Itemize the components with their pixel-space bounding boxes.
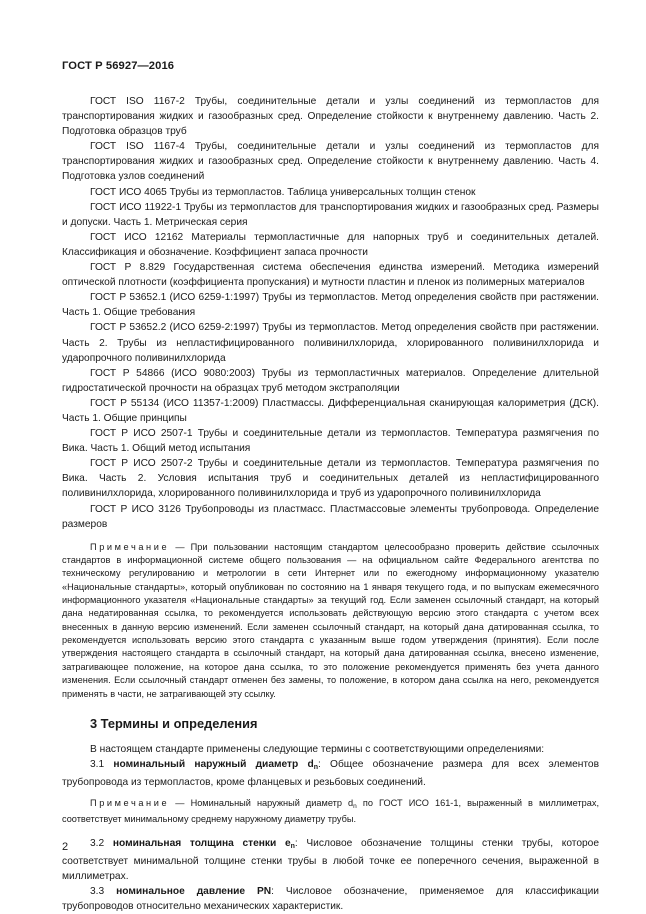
term-number: 3.2	[90, 837, 105, 849]
term-number: 3.1	[90, 758, 105, 770]
document-body	[62, 94, 599, 914]
document-header: ГОСТ Р 56927—2016	[62, 60, 175, 72]
reference-item: ГОСТ ISO 1167-4 Трубы, соединительные детали и узлы соединений из термопластов для транспортирования жидких и газообразных сред. Определение стойкости к внутреннему давлению. Часть 4. Подготовка узлов соединений	[62, 141, 599, 183]
reference-item: ГОСТ ИСО 4065 Трубы из термопластов. Таблица универсальных толщин стенок	[90, 186, 476, 198]
section-intro: В настоящем стандарте применены следующие термины с соответствующими определениями:	[90, 743, 545, 755]
reference-item: ГОСТ Р 53652.2 (ИСО 6259-2:1997) Трубы из термопластов. Метод определения свойств при растяжении. Часть 2. Трубы из непластифицированного поливинилхлорида, хлорированного поливинилхлорида и ударопрочного поливинилхлорида	[62, 322, 599, 364]
reference-item: ГОСТ Р 53652.1 (ИСО 6259-1:1997) Трубы из термопластов. Метод определения свойств при растяжении. Часть 1. Общие требования	[62, 292, 599, 319]
term-subscript: n	[290, 842, 295, 850]
reference-item: ГОСТ Р 54866 (ИСО 9080:2003) Трубы из термопластичных материалов. Определение длительной гидростатической прочности на образцах труб методом экстраполяции	[62, 367, 599, 394]
term-text: : Общее обозначение размера для всех элементов трубопровода из термопластов, кроме фланцевых и резьбовых соединений.	[62, 758, 599, 789]
term-name: номинальная толщина стенки e	[112, 837, 291, 849]
reference-item: ГОСТ ИСО 12162 Материалы термопластичные для напорных труб и соединительных деталей. Классификация и обозначение. Коэффициент запаса прочности	[62, 231, 599, 258]
term-text: : Числовое обозначение толщины стенки трубы, которое соответствует минимальной толщине стенки трубы в любой точке ее поперечного сечения, выраженной в миллиметрах.	[62, 837, 599, 882]
term-note	[62, 797, 599, 827]
note-label: Примечание	[90, 541, 170, 552]
reference-item: ГОСТ Р ИСО 2507-2 Трубы и соединительные детали из термопластов. Температура размягчения по Вика. Часть 2. Условия испытания труб и соединительных деталей из непластифицированного поливинилхлорида, хлорированного поливинилхлорида и труб из ударопрочного поливинилхлорида	[62, 458, 599, 500]
note-dash: —	[169, 798, 191, 809]
reference-item: ГОСТ Р ИСО 2507-1 Трубы и соединительные детали из термопластов. Температура размягчения по Вика. Часть 1. Общий метод испытания	[62, 428, 599, 455]
term-text: : Числовое обозначение, применяемое для классификации трубопроводов относительно механических характеристик.	[62, 886, 599, 913]
reference-item: ГОСТ Р 55134 (ИСО 11357-1:2009) Пластмассы. Дифференциальная сканирующая калориметрия (ДСК). Часть 1. Общие принципы	[62, 397, 599, 424]
note-text: Номинальный наружный диаметр d	[190, 798, 354, 809]
note-subscript: n	[353, 803, 357, 811]
note-text: При пользовании настоящим стандартом целесообразно проверить действие ссылочных стандартов в информационной системе общего пользования — на официальном сайте Федерального агентства по техническому регулированию и метрологии в сети Интернет или по ежегодному информационному указателю «Национальные стандарты», который опубликован по состоянию на 1 января текущего года, и по выпускам ежемесячного информационного указателя «Национальные стандарты» за текущий год. Если заменен ссылочный стандарт, на который дана недатированная ссылка, то рекомендуется использовать действующую версию этого стандарта с учетом всех внесенных в данную версию изменений. Если заменен ссылочный стандарт, на который дана датированная ссылка, то рекомендуется использовать версию этого стандарта с указанным выше годом утверждения (принятия). Если после утверждения настоящего стандарта в ссылочный стандарт, на который дана датированная ссылка, внесено изменение, затрагивающее положение, на которое дана ссылка, то это положение рекомендуется применять без учета данного изменения. Если ссылочный стандарт отменен без замены, то положение, в котором дана ссылка на него, рекомендуется применять в части, не затрагивающей эту ссылку.	[62, 541, 599, 699]
term-definition	[62, 757, 599, 790]
section-heading: 3 Термины и определения	[90, 715, 258, 731]
reference-item: ГОСТ ISO 1167-2 Трубы, соединительные детали и узлы соединений из термопластов для транспортирования жидких и газообразных сред. Определение стойкости к внутреннему давлению. Часть 2. Подготовка образцов труб	[62, 96, 599, 138]
reference-item: ГОСТ ИСО 11922-1 Трубы из термопластов для транспортирования жидких и газообразных сред. Размеры и допуски. Часть 1. Метрическая серия	[62, 201, 599, 228]
note-label: Примечание	[90, 798, 170, 809]
page-number: 2	[62, 841, 69, 853]
term-name: номинальное давление PN	[116, 886, 272, 898]
reference-item: ГОСТ Р ИСО 3126 Трубопроводы из пластмасс. Пластмассовые элементы трубопровода. Определение размеров	[62, 503, 599, 530]
references-note	[62, 541, 599, 701]
term-number: 3.3	[90, 886, 105, 898]
term-name: номинальный наружный диаметр d	[113, 758, 314, 770]
term-definition	[62, 836, 599, 884]
note-dash: —	[169, 541, 191, 552]
reference-item: ГОСТ Р 8.829 Государственная система обеспечения единства измерений. Методика измерений оптической плотности (коэффициента пропускания) и мутности пластин и пленок из полимерных материалов	[62, 262, 599, 289]
note-text: по ГОСТ ИСО 161-1, выраженный в миллиметрах, соответствует минимальному среднему наружному диаметру трубы.	[62, 798, 600, 825]
term-subscript: n	[313, 763, 318, 771]
term-definition	[62, 884, 599, 914]
